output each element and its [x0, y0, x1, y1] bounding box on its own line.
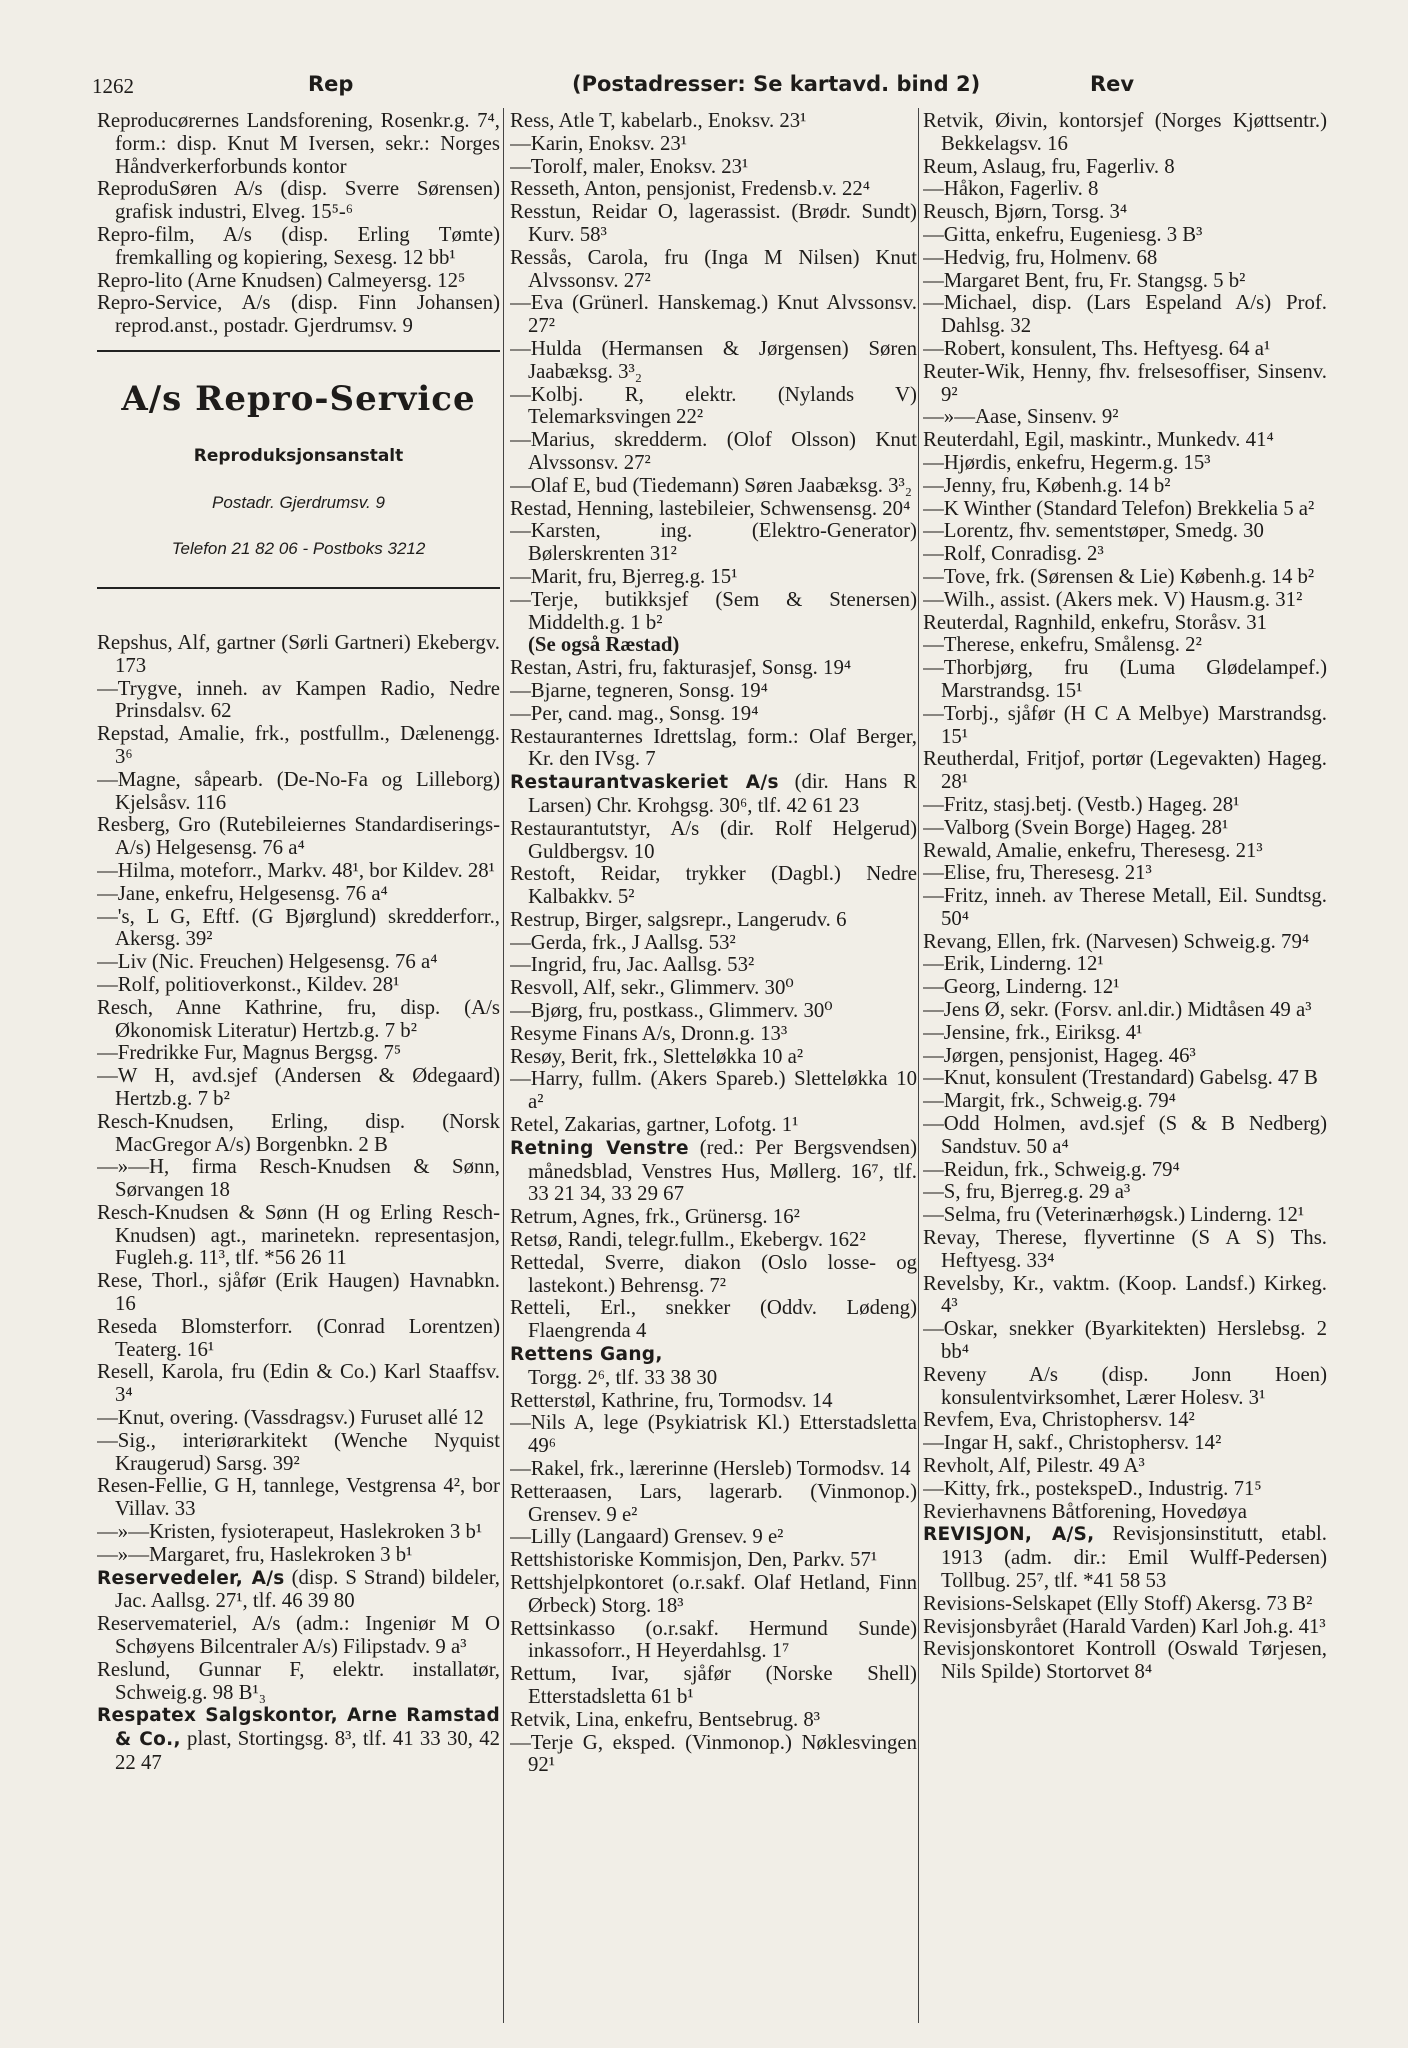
- directory-entry: Reseda Blomsterforr. (Conrad Lorentzen) Teaterg. 16¹: [97, 1314, 500, 1361]
- directory-entry: —Rolf, politioverkonst., Kildev. 28¹: [97, 972, 400, 996]
- directory-entry: REVISJON, A/S, Revisjonsinstitutt, etabl. 1913 (adm. dir.: Emil Wulff-Pedersen) Tollbug. 25⁷, tlf. *41 58 53: [923, 1522, 1327, 1592]
- directory-entry: Repstad, Amalie, frk., postfullm., Dælenengg. 3⁶: [97, 722, 500, 768]
- advertisement-box: [97, 350, 500, 618]
- directory-entry: —Karsten, ing. (Elektro-Generator) Bølerskrenten 31²: [510, 519, 917, 566]
- directory-entry: Reslund, Gunnar F, elektr. installatør, Schweig.g. 98 B¹₃: [97, 1657, 500, 1704]
- directory-entry: Resell, Karola, fru (Edin & Co.) Karl Staaffsv. 3⁴: [97, 1360, 500, 1407]
- directory-entry: Reservedeler, A/s (disp. S Strand) bildeler, Jac. Aallsg. 27¹, tlf. 46 39 80: [97, 1565, 500, 1613]
- directory-entry: —Hilma, moteforr., Markv. 48¹, bor Kildev. 28¹: [97, 858, 495, 882]
- right-running-head: Rev: [1090, 72, 1135, 96]
- center-running-head: (Postadresser: Se kartavd. bind 2): [572, 72, 981, 96]
- directory-entry: —Robert, konsulent, Ths. Heftyesg. 64 a¹: [923, 336, 1271, 360]
- directory-entry: —Georg, Linderng. 12¹: [923, 975, 1120, 999]
- directory-entry: Reuterdal, Ragnhild, enkefru, Storåsv. 31: [923, 610, 1268, 634]
- directory-entry: —Hedvig, fru, Holmenv. 68: [923, 245, 1158, 269]
- directory-entry: Retteli, Erl., snekker (Oddv. Lødeng) Flaengrenda 4: [510, 1296, 917, 1343]
- cross-reference: (Se også Ræstad): [528, 633, 680, 657]
- directory-entry: —Hulda (Hermansen & Jørgensen) Søren Jaabæksg. 3³₂: [510, 336, 917, 383]
- directory-entry: Restrup, Birger, salgsrepr., Langerudv. 6: [510, 907, 847, 931]
- directory-entry: —»—Kristen, fysioterapeut, Haslekroken 3 b¹: [97, 1520, 483, 1544]
- directory-entry: Retning Venstre (red.: Per Bergsvendsen) månedsblad, Venstres Hus, Møllerg. 16⁷, tlf. 33 21 34, 33 29 67: [510, 1135, 917, 1206]
- ad-phone: Telefon 21 82 06 - Postboks 3212: [171, 539, 426, 559]
- directory-entry: Revholt, Alf, Pilestr. 49 A³: [923, 1454, 1145, 1478]
- page-number: 1262: [92, 74, 134, 98]
- directory-entry: Resen-Fellie, G H, tannlege, Vestgrensa 4², bor Villav. 33: [97, 1474, 500, 1521]
- directory-entry: Resstun, Reidar O, lagerassist. (Brødr. Sundt) Kurv. 58³: [510, 200, 917, 246]
- column-1: [97, 110, 500, 2030]
- directory-entry: Reuter-Wik, Henny, fhv. frelsesoffiser, Sinsenv. 9²: [923, 359, 1327, 406]
- directory-entry: Rettum, Ivar, sjåfør (Norske Shell) Etterstadsletta 61 b¹: [510, 1662, 917, 1708]
- directory-entry: Resøy, Berit, frk., Sletteløkka 10 a²: [510, 1044, 804, 1068]
- directory-entry: Repro-film, A/s (disp. Erling Tømte) fremkalling og kopiering, Sexesg. 12 bb¹: [97, 222, 500, 269]
- directory-entry: —Terje, butikksjef (Sem & Stenersen) Middelth.g. 1 b²: [510, 587, 917, 634]
- directory-entry: Rettshjelpkontoret (o.r.sakf. Olaf Hetland, Finn Ørbeck) Storg. 18³: [510, 1571, 917, 1617]
- ad-subtitle: Reproduksjonsanstalt: [193, 445, 404, 466]
- directory-entry: —Kitty, frk., postekspeD., Industrig. 71⁵: [923, 1476, 1262, 1500]
- directory-entry: Ressås, Carola, fru (Inga M Nilsen) Knut Alvssonsv. 27²: [510, 245, 917, 292]
- directory-entry: —Erik, Linderng. 12¹: [923, 952, 1104, 976]
- directory-entry: —Ingrid, fru, Jac. Aallsg. 53²: [510, 953, 755, 977]
- directory-entry: —Odd Holmen, avd.sjef (S & B Nedberg) Sandstuv. 50 a⁴: [923, 1112, 1327, 1158]
- directory-entry: —Jørgen, pensjonist, Hageg. 46³: [923, 1043, 1196, 1067]
- ad-title: A/s Repro-Service: [121, 378, 476, 419]
- page-header: [92, 66, 1332, 106]
- directory-entry: Restan, Astri, fru, fakturasjef, Sonsg. 19⁴: [510, 656, 852, 680]
- directory-entry: —Rakel, frk., lærerinne (Hersleb) Tormodsv. 14: [510, 1457, 911, 1481]
- directory-entry: —Marit, fru, Bjerreg.g. 15¹: [510, 564, 738, 588]
- directory-entry: Rettsinkasso (o.r.sakf. Hermund Sunde) inkassoforr., H Heyerdahlsg. 1⁷: [510, 1616, 917, 1663]
- directory-entry: —Magne, såpearb. (De-No-Fa og Lilleborg) Kjelsåsv. 116: [97, 767, 500, 814]
- directory-entry: Restauranternes Idrettslag, form.: Olaf Berger, Kr. den IVsg. 7: [510, 724, 917, 771]
- directory-entry: —Michael, disp. (Lars Espeland A/s) Prof. Dahlsg. 32: [923, 291, 1327, 338]
- directory-entry: —Kolbj. R, elektr. (Nylands V) Telemarksvingen 22²: [510, 382, 917, 429]
- directory-entry: —Terje G, eksped. (Vinmonop.) Nøklesvingen 92¹: [510, 1730, 917, 1777]
- directory-entry: Revierhavnens Båtforening, Hovedøya: [923, 1499, 1247, 1523]
- directory-entry: —Olaf E, bud (Tiedemann) Søren Jaabæksg. 3³₂: [510, 473, 913, 497]
- directory-entry: —Torbj., sjåfør (H C A Melbye) Marstrandsg. 15¹: [923, 701, 1327, 748]
- directory-entry: Revisions-Selskapet (Elly Stoff) Akersg. 73 B²: [923, 1591, 1313, 1615]
- directory-entry: Rettens Gang,: [510, 1344, 663, 1366]
- directory-entry: Rettshistoriske Kommisjon, Den, Parkv. 57¹: [510, 1548, 878, 1572]
- directory-entry: —Margit, frk., Schweig.g. 79⁴: [923, 1089, 1176, 1113]
- directory-entry: —Sig., interiørarkitekt (Wenche Nyquist Kraugerud) Sarsg. 39²: [97, 1428, 500, 1475]
- column-divider: [503, 108, 504, 2023]
- directory-entry: —Per, cand. mag., Sonsg. 19⁴: [510, 701, 759, 725]
- directory-entry: Rese, Thorl., sjåfør (Erik Haugen) Havnabkn. 16: [97, 1269, 500, 1316]
- column-3: [923, 110, 1327, 2030]
- directory-entry: Rettedal, Sverre, diakon (Oslo losse- og lastekont.) Behrensg. 7²: [510, 1250, 917, 1297]
- directory-entry: Rewald, Amalie, enkefru, Theresesg. 21³: [923, 838, 1263, 862]
- directory-entry: Reuterdahl, Egil, maskintr., Munkedv. 41⁴: [923, 428, 1274, 452]
- directory-entry: Respatex Salgskontor, Arne Ramstad & Co., plast, Stortingsg. 8³, tlf. 41 33 30, 42 22 47: [97, 1705, 500, 1775]
- directory-entry: —Liv (Nic. Freuchen) Helgesensg. 76 a⁴: [97, 950, 438, 974]
- directory-entry: —Hjørdis, enkefru, Hegerm.g. 15³: [923, 450, 1211, 474]
- directory-entry: —Knut, konsulent (Trestandard) Gabelsg. 47 B: [923, 1066, 1318, 1090]
- directory-entry: Retterstøl, Kathrine, fru, Tormodsv. 14: [510, 1388, 833, 1412]
- directory-entry: Repshus, Alf, gartner (Sørli Gartneri) Ekebergv. 173: [97, 630, 500, 677]
- directory-entry: Retrum, Agnes, frk., Grünersg. 16²: [510, 1205, 800, 1229]
- directory-entry: —Margaret Bent, fru, Fr. Stangsg. 5 b²: [923, 268, 1246, 292]
- directory-entry: Restaurantutstyr, A/s (dir. Rolf Helgerud) Guldbergsv. 10: [510, 816, 917, 863]
- directory-entry: Revisjonsbyrået (Harald Varden) Karl Joh.g. 41³: [923, 1614, 1326, 1638]
- directory-entry: Resvoll, Alf, sekr., Glimmerv. 30⁰: [510, 976, 794, 1000]
- directory-entry: Retvik, Øivin, kontorsjef (Norges Kjøttsentr.) Bekkelagsv. 16: [923, 110, 1327, 155]
- ad-address: Postadr. Gjerdrumsv. 9: [212, 492, 385, 512]
- directory-entry: Restoft, Reidar, trykker (Dagbl.) Nedre Kalbakkv. 5²: [510, 862, 917, 909]
- directory-entry: —'s, L G, Eftf. (G Bjørglund) skredderforr., Akersg. 39²: [97, 904, 500, 951]
- directory-entry: —»—Margaret, fru, Haslekroken 3 b¹: [97, 1542, 413, 1566]
- directory-entry: Retsø, Randi, telegr.fullm., Ekebergv. 162²: [510, 1228, 866, 1252]
- directory-entry: —Fritz, inneh. av Therese Metall, Eil. Sundtsg. 50⁴: [923, 884, 1327, 930]
- directory-entry: Restad, Henning, lastebileier, Schwensensg. 20⁴: [510, 496, 911, 520]
- directory-entry: —K Winther (Standard Telefon) Brekkelia 5 a²: [923, 496, 1315, 520]
- directory-entry: —Ingar H, sakf., Christophersv. 14²: [923, 1431, 1222, 1455]
- directory-entry: —Trygve, inneh. av Kampen Radio, Nedre Prinsdalsv. 62: [97, 676, 500, 723]
- directory-entry: Reutherdal, Fritjof, portør (Legevakten) Hageg. 28¹: [923, 747, 1327, 794]
- directory-entry-continuation: Torgg. 2⁶, tlf. 33 38 30: [528, 1365, 718, 1389]
- directory-entry: Repro-Service, A/s (disp. Finn Johansen) reprod.anst., postadr. Gjerdrumsv. 9: [97, 291, 500, 338]
- directory-entry: —Selma, fru (Veterinærhøgsk.) Linderng. 12¹: [923, 1203, 1305, 1227]
- directory-entry: Reservemateriel, A/s (adm.: Ingeniør M O Schøyens Bilcentraler A/s) Filipstadv. 9 a³: [97, 1612, 500, 1659]
- directory-entry: —Valborg (Svein Borge) Hageg. 28¹: [923, 815, 1229, 839]
- directory-entry: Retteraasen, Lars, lagerarb. (Vinmonop.) Grensev. 9 e²: [510, 1479, 917, 1526]
- directory-entry: —Gitta, enkefru, Eugeniesg. 3 B³: [923, 222, 1203, 246]
- directory-entry: —Tove, frk. (Sørensen & Lie) Københ.g. 14 b²: [923, 564, 1315, 588]
- directory-entry: —Harry, fullm. (Akers Spareb.) Sletteløkka 10 a²: [510, 1067, 917, 1114]
- directory-entry: —W H, avd.sjef (Andersen & Ødegaard) Hertzb.g. 7 b²: [97, 1064, 500, 1110]
- directory-entry: Resberg, Gro (Rutebileiernes Standardiserings-A/s) Helgesensg. 76 a⁴: [97, 813, 500, 860]
- directory-entry: —Knut, overing. (Vassdragsv.) Furuset allé 12: [97, 1406, 484, 1430]
- column-divider: [918, 108, 919, 2023]
- directory-entry: Resch-Knudsen & Sønn (H og Erling Resch-Knudsen) agt., marinetekn. representasjon, Fugleh.g. 11³, tlf. *56 26 11: [97, 1200, 500, 1270]
- directory-entry: Resseth, Anton, pensjonist, Fredensb.v. 22⁴: [510, 177, 871, 201]
- directory-entry: Resch-Knudsen, Erling, disp. (Norsk MacGregor A/s) Borgenbkn. 2 B: [97, 1109, 500, 1156]
- directory-entry: —Karin, Enoksv. 23¹: [510, 131, 688, 155]
- directory-entry: —Torolf, maler, Enoksv. 23¹: [510, 154, 749, 178]
- directory-entry: —S, fru, Bjerreg.g. 29 a³: [923, 1180, 1131, 1204]
- directory-entry: —Rolf, Conradisg. 2³: [923, 542, 1104, 566]
- directory-entry: —Fredrikke Fur, Magnus Bergsg. 7⁵: [97, 1041, 402, 1065]
- directory-entry: Revelsby, Kr., vaktm. (Koop. Landsf.) Kirkeg. 4³: [923, 1271, 1327, 1318]
- directory-entry: Reusch, Bjørn, Torsg. 3⁴: [923, 200, 1128, 224]
- directory-entry: —Lilly (Langaard) Grensev. 9 e²: [510, 1525, 784, 1549]
- directory-entry: —Jenny, fru, Københ.g. 14 b²: [923, 473, 1171, 497]
- directory-entry: —Lorentz, fhv. sementstøper, Smedg. 30: [923, 519, 1264, 543]
- directory-entry: —Marius, skredderm. (Olof Olsson) Knut Alvssonsv. 27²: [510, 428, 917, 474]
- directory-entry: —Jane, enkefru, Helgesensg. 76 a⁴: [97, 881, 388, 905]
- column-2: [510, 110, 917, 2030]
- directory-entry: Revang, Ellen, frk. (Narvesen) Schweig.g. 79⁴: [923, 929, 1310, 953]
- directory-entry: Repro-lito (Arne Knudsen) Calmeyersg. 12⁵: [97, 268, 466, 292]
- directory-entry: Revfem, Eva, Christophersv. 14²: [923, 1408, 1195, 1432]
- directory-entry: ReproduSøren A/s (disp. Sverre Sørensen) grafisk industri, Elveg. 15⁵‑⁶: [97, 177, 500, 224]
- left-running-head: Rep: [308, 72, 354, 96]
- directory-entry: —Oskar, snekker (Byarkitekten) Herslebsg. 2 bb⁴: [923, 1317, 1327, 1364]
- directory-entry: —Bjarne, tegneren, Sonsg. 19⁴: [510, 678, 768, 702]
- directory-entry: —Elise, fru, Theresesg. 21³: [923, 861, 1152, 885]
- directory-entry: Restaurantvaskeriet A/s (dir. Hans R Larsen) Chr. Krohgsg. 30⁶, tlf. 42 61 23: [510, 770, 917, 817]
- directory-entry: Resyme Finans A/s, Dronn.g. 13³: [510, 1021, 788, 1045]
- directory-entry: —Jensine, frk., Eiriksg. 4¹: [923, 1020, 1143, 1044]
- directory-entry: Reveny A/s (disp. Jonn Hoen) konsulentvirksomhet, Lærer Holesv. 3¹: [923, 1362, 1327, 1409]
- directory-entry: —Håkon, Fagerliv. 8: [923, 177, 1099, 201]
- ad-rule: [97, 587, 500, 589]
- directory-entry: —Therese, enkefru, Smålensg. 2²: [923, 633, 1202, 657]
- directory-entry: Retel, Zakarias, gartner, Lofotg. 1¹: [510, 1113, 799, 1137]
- directory-entry: Reproducørernes Landsforening, Rosenkr.g. 7⁴, form.: disp. Knut M Iversen, sekr.: Norges Håndverkerforbunds kontor: [97, 110, 500, 178]
- directory-entry: —Fritz, stasj.betj. (Vestb.) Hageg. 28¹: [923, 792, 1240, 816]
- directory-entry: —»—Aase, Sinsenv. 9²: [923, 405, 1119, 429]
- directory-entry: —Eva (Grünerl. Hanskemag.) Knut Alvssonsv. 27²: [510, 291, 917, 338]
- directory-entry: —»—H, firma Resch-Knudsen & Sønn, Sørvangen 18: [97, 1155, 500, 1202]
- directory-entry: Revisjonskontoret Kontroll (Oswald Tørjesen, Nils Spilde) Stortorvet 8⁴: [923, 1637, 1327, 1684]
- directory-entry: —Bjørg, fru, postkass., Glimmerv. 30⁰: [510, 999, 833, 1023]
- directory-entry: —Gerda, frk., J Aallsg. 53²: [510, 930, 736, 954]
- directory-entry: —Nils A, lege (Psykiatrisk Kl.) Etterstadsletta 49⁶: [510, 1411, 917, 1458]
- directory-entry: Retvik, Lina, enkefru, Bentsebrug. 8³: [510, 1707, 821, 1731]
- directory-entry: —Thorbjørg, fru (Luma Glødelampef.) Marstrandsg. 15¹: [923, 656, 1327, 702]
- directory-entry: Resch, Anne Kathrine, fru, disp. (A/s Økonomisk Literatur) Hertzb.g. 7 b²: [97, 995, 500, 1042]
- directory-entry: Ress, Atle T, kabelarb., Enoksv. 23¹: [510, 110, 807, 132]
- directory-entry: —Jens Ø, sekr. (Forsv. anl.dir.) Midtåsen 49 a³: [923, 998, 1312, 1022]
- directory-entry: Revay, Therese, flyvertinne (S A S) Ths. Heftyesg. 33⁴: [923, 1226, 1327, 1272]
- directory-entry: —Reidun, frk., Schweig.g. 79⁴: [923, 1157, 1180, 1181]
- directory-entry: Reum, Aslaug, fru, Fagerliv. 8: [923, 154, 1175, 178]
- directory-entry: —Wilh., assist. (Akers mek. V) Hausm.g. 31²: [923, 587, 1303, 611]
